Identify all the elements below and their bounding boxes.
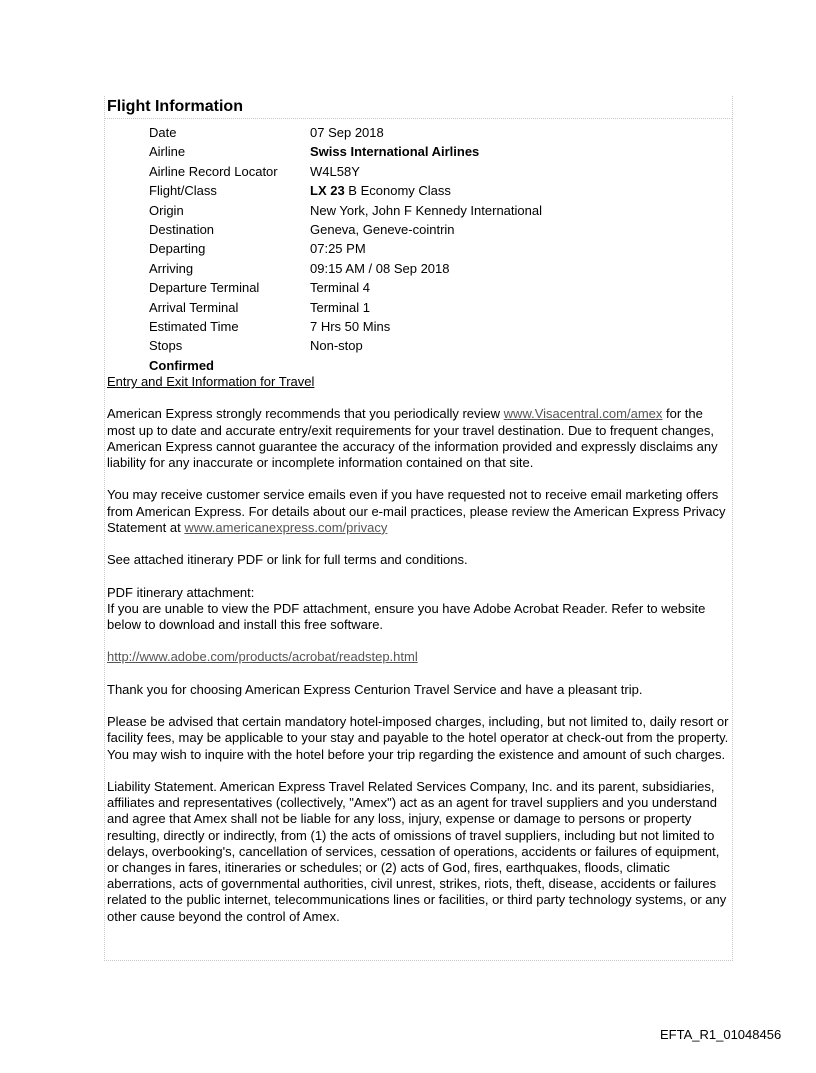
flight-row-origin <box>149 201 709 220</box>
flight-number: LX 23 <box>310 183 345 199</box>
terms-body <box>107 374 732 941</box>
flight-row-departure-terminal <box>149 278 709 297</box>
row-label: Arrival Terminal <box>149 299 239 315</box>
row-label: Estimated Time <box>149 318 239 334</box>
row-label: Stops <box>149 338 183 354</box>
pdf-attachment-text: If you are unable to view the PDF attachment, ensure you have Adobe Acrobat Reader. Refer to website below to download and install this free software. <box>107 600 706 632</box>
privacy-link[interactable]: www.americanexpress.com/privacy <box>184 519 388 535</box>
row-label: Date <box>149 125 177 140</box>
row-value: W4L58Y <box>310 163 360 179</box>
row-label: Departure Terminal <box>149 280 260 296</box>
row-label: Arriving <box>149 260 194 276</box>
flight-details-table <box>149 123 709 356</box>
row-value: 7 Hrs 50 Mins <box>310 318 391 334</box>
thank-you-paragraph: Thank you for choosing American Express Centurion Travel Service and have a pleasant trip. <box>107 681 643 697</box>
row-label: Destination <box>149 221 215 237</box>
document-id: EFTA_R1_01048456 <box>660 1027 782 1042</box>
entry-exit-paragraph <box>107 406 732 471</box>
row-value: Terminal 1 <box>310 299 370 315</box>
row-label: Flight/Class <box>149 183 217 199</box>
section-header <box>105 96 732 119</box>
flight-row-departing <box>149 239 709 258</box>
liability-statement-paragraph: Liability Statement. American Express Travel Related Services Company, Inc. and its parent, subsidiaries, affiliates and representatives (collectively, "Amex") act as an agent for travel suppliers and you understand and agree that Amex shall not be liable for any loss, injury, expense or damage to persons or property resulting, directly or indirectly, from (1) the acts of omissions of travel suppliers, including but not limited to delays, overbooking's, cancellation of services, cessation of operations, accidents or failures of equipment, or changes in fares, itineraries or schedules; or (2) acts of God, fires, earthquakes, floods, climatic aberrations, acts of governmental authorities, civil unrest, strikes, riots, theft, disease, accidents or failures related to the public internet, telecommunications lines or facilities, or third party technology systems, or any other cause beyond the control of Amex. <box>107 778 727 924</box>
row-label: Airline Record Locator <box>149 163 278 179</box>
flight-row-arrival-terminal <box>149 298 709 317</box>
adobe-link-paragraph <box>107 649 732 665</box>
row-value: Terminal 4 <box>310 280 370 296</box>
row-value: 09:15 AM / 08 Sep 2018 <box>310 260 450 276</box>
row-label: Airline <box>149 144 186 160</box>
terms-reference-paragraph: See attached itinerary PDF or link for full terms and conditions. <box>107 552 468 568</box>
row-value <box>310 181 709 200</box>
flight-row-flight-class <box>149 181 709 200</box>
row-value: 07:25 PM <box>310 241 366 257</box>
flight-row-arriving <box>149 259 709 278</box>
adobe-reader-link[interactable]: http://www.adobe.com/products/acrobat/readstep.html <box>107 649 418 665</box>
hotel-charges-paragraph: Please be advised that certain mandatory hotel-imposed charges, including, but not limited to, daily resort or facility fees, may be applicable to your stay and payable to the hotel operator at check-out from the property. You may wish to inquire with the hotel before your trip regarding the existence and amount of such charges. <box>107 714 729 762</box>
pdf-attachment-label: PDF itinerary attachment: <box>107 584 255 600</box>
flight-row-airline <box>149 142 709 161</box>
row-value: Geneva, Geneve-cointrin <box>310 221 455 237</box>
email-notice-paragraph <box>107 487 732 536</box>
booking-status: Confirmed <box>149 358 214 373</box>
pdf-attachment-paragraph <box>107 585 732 634</box>
flight-row-destination <box>149 220 709 239</box>
paragraph-text: American Express strongly recommends that you periodically review <box>107 406 504 422</box>
section-title: Flight Information <box>107 98 243 115</box>
paragraph-text: for the most up to date and accurate entry/exit requirements for your travel destination. Due to frequent changes, American Express cannot guarantee the accuracy of the information provided and expressly disclaims any liability for any inaccurate or incomplete information contained on that site. <box>107 406 718 470</box>
row-value: Swiss International Airlines <box>310 144 480 160</box>
row-value: 07 Sep 2018 <box>310 125 384 140</box>
row-value: Non-stop <box>310 338 363 354</box>
flight-row-stops <box>149 336 709 355</box>
paragraph-text: You may receive customer service emails even if you have requested not to receive email marketing offers from American Express. For details about our e-mail practices, please review the American Express Privacy Statement at <box>107 487 726 535</box>
row-value: New York, John F Kennedy International <box>310 202 542 218</box>
row-label: Origin <box>149 202 184 218</box>
flight-row-estimated-time <box>149 317 709 336</box>
flight-information-section <box>104 96 733 961</box>
row-label: Departing <box>149 241 206 257</box>
flight-class: B Economy Class <box>344 183 451 199</box>
entry-exit-heading: Entry and Exit Information for Travel <box>107 374 315 389</box>
visacentral-link[interactable]: www.Visacentral.com/amex <box>503 406 663 422</box>
flight-row-record-locator <box>149 162 709 181</box>
flight-row-date <box>149 123 709 142</box>
